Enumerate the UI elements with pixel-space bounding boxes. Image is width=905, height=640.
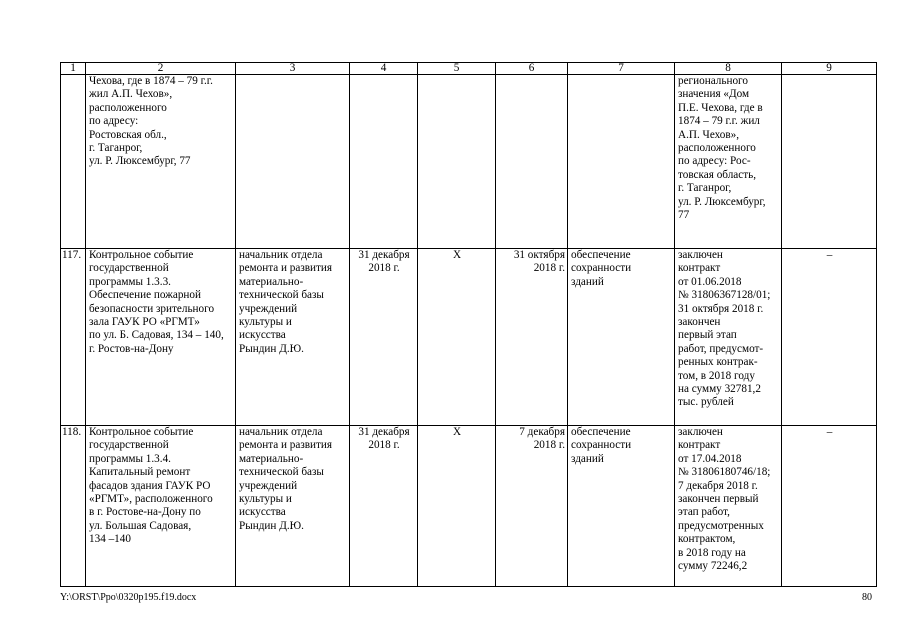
header-cell-8: 8 xyxy=(675,63,782,75)
status-cell: регионального значения «Дом П.Е. Чехова, где в 1874 – 79 г.г. жил А.П. Чехов», расположенного по адресу: Рос- товская область, г. Таганрог, ул. Р. Люксембург, 77 xyxy=(675,75,782,249)
planned-date-cell: 31 декабря 2018 г. xyxy=(350,426,418,587)
status-cell: заключен контракт от 01.06.2018 № 31806367128/01; 31 октября 2018 г. закончен первый этап работ, предусмот- ренных контрак- том, в 2018 году на сумму 32781,2 тыс. рублей xyxy=(675,249,782,426)
note-cell: – xyxy=(782,426,877,587)
status-cell: заключен контракт от 17.04.2018 № 31806180746/18; 7 декабря 2018 г. закончен первый этап работ, предусмотренных контрактом, в 2018 году на сумму 72246,2 xyxy=(675,426,782,587)
row-number-cell xyxy=(61,75,86,249)
header-cell-9: 9 xyxy=(782,63,877,75)
table-row xyxy=(61,75,877,249)
header-cell-6: 6 xyxy=(496,63,568,75)
actual-date-cell: 7 декабря 2018 г. xyxy=(496,426,568,587)
row-number-cell: 118. xyxy=(61,426,86,587)
header-cell-7: 7 xyxy=(568,63,675,75)
actual-date-cell: 31 октября 2018 г. xyxy=(496,249,568,426)
planned-date-cell xyxy=(350,75,418,249)
header-cell-3: 3 xyxy=(236,63,350,75)
responsible-cell xyxy=(236,75,350,249)
header-cell-4: 4 xyxy=(350,63,418,75)
note-cell: – xyxy=(782,249,877,426)
report-table xyxy=(60,62,877,587)
header-cell-5: 5 xyxy=(418,63,496,75)
table-row xyxy=(61,249,877,426)
col5-cell: X xyxy=(418,249,496,426)
result-cell xyxy=(568,75,675,249)
header-cell-1: 1 xyxy=(61,63,86,75)
note-cell xyxy=(782,75,877,249)
result-cell: обеспечение сохранности зданий xyxy=(568,426,675,587)
col5-cell xyxy=(418,75,496,249)
actual-date-cell xyxy=(496,75,568,249)
responsible-cell: начальник отдела ремонта и развития материально- технической базы учреждений культуры и искусства Рындин Д.Ю. xyxy=(236,249,350,426)
col5-cell: X xyxy=(418,426,496,587)
event-cell: Контрольное событие государственной программы 1.3.3. Обеспечение пожарной безопасности зрительного зала ГАУК РО «РГМТ» по ул. Б. Садовая, 134 – 140, г. Ростов-на-Дону xyxy=(86,249,236,426)
table-row xyxy=(61,426,877,587)
header-row xyxy=(61,63,877,75)
event-cell: Контрольное событие государственной программы 1.3.4. Капитальный ремонт фасадов здания ГАУК РО «РГМТ», расположенного в г. Ростове-на-Дону по ул. Большая Садовая, 134 –140 xyxy=(86,426,236,587)
header-cell-2: 2 xyxy=(86,63,236,75)
row-number-cell: 117. xyxy=(61,249,86,426)
responsible-cell: начальник отдела ремонта и развития материально- технической базы учреждений культуры и искусства Рындин Д.Ю. xyxy=(236,426,350,587)
event-cell: Чехова, где в 1874 – 79 г.г. жил А.П. Чехов», расположенного по адресу: Ростовская обл., г. Таганрог, ул. Р. Люксембург, 77 xyxy=(86,75,236,249)
page-number: 80 xyxy=(862,592,872,603)
result-cell: обеспечение сохранности зданий xyxy=(568,249,675,426)
planned-date-cell: 31 декабря 2018 г. xyxy=(350,249,418,426)
footer-file-path: Y:\ORST\Ppo\0320p195.f19.docx xyxy=(60,592,197,603)
